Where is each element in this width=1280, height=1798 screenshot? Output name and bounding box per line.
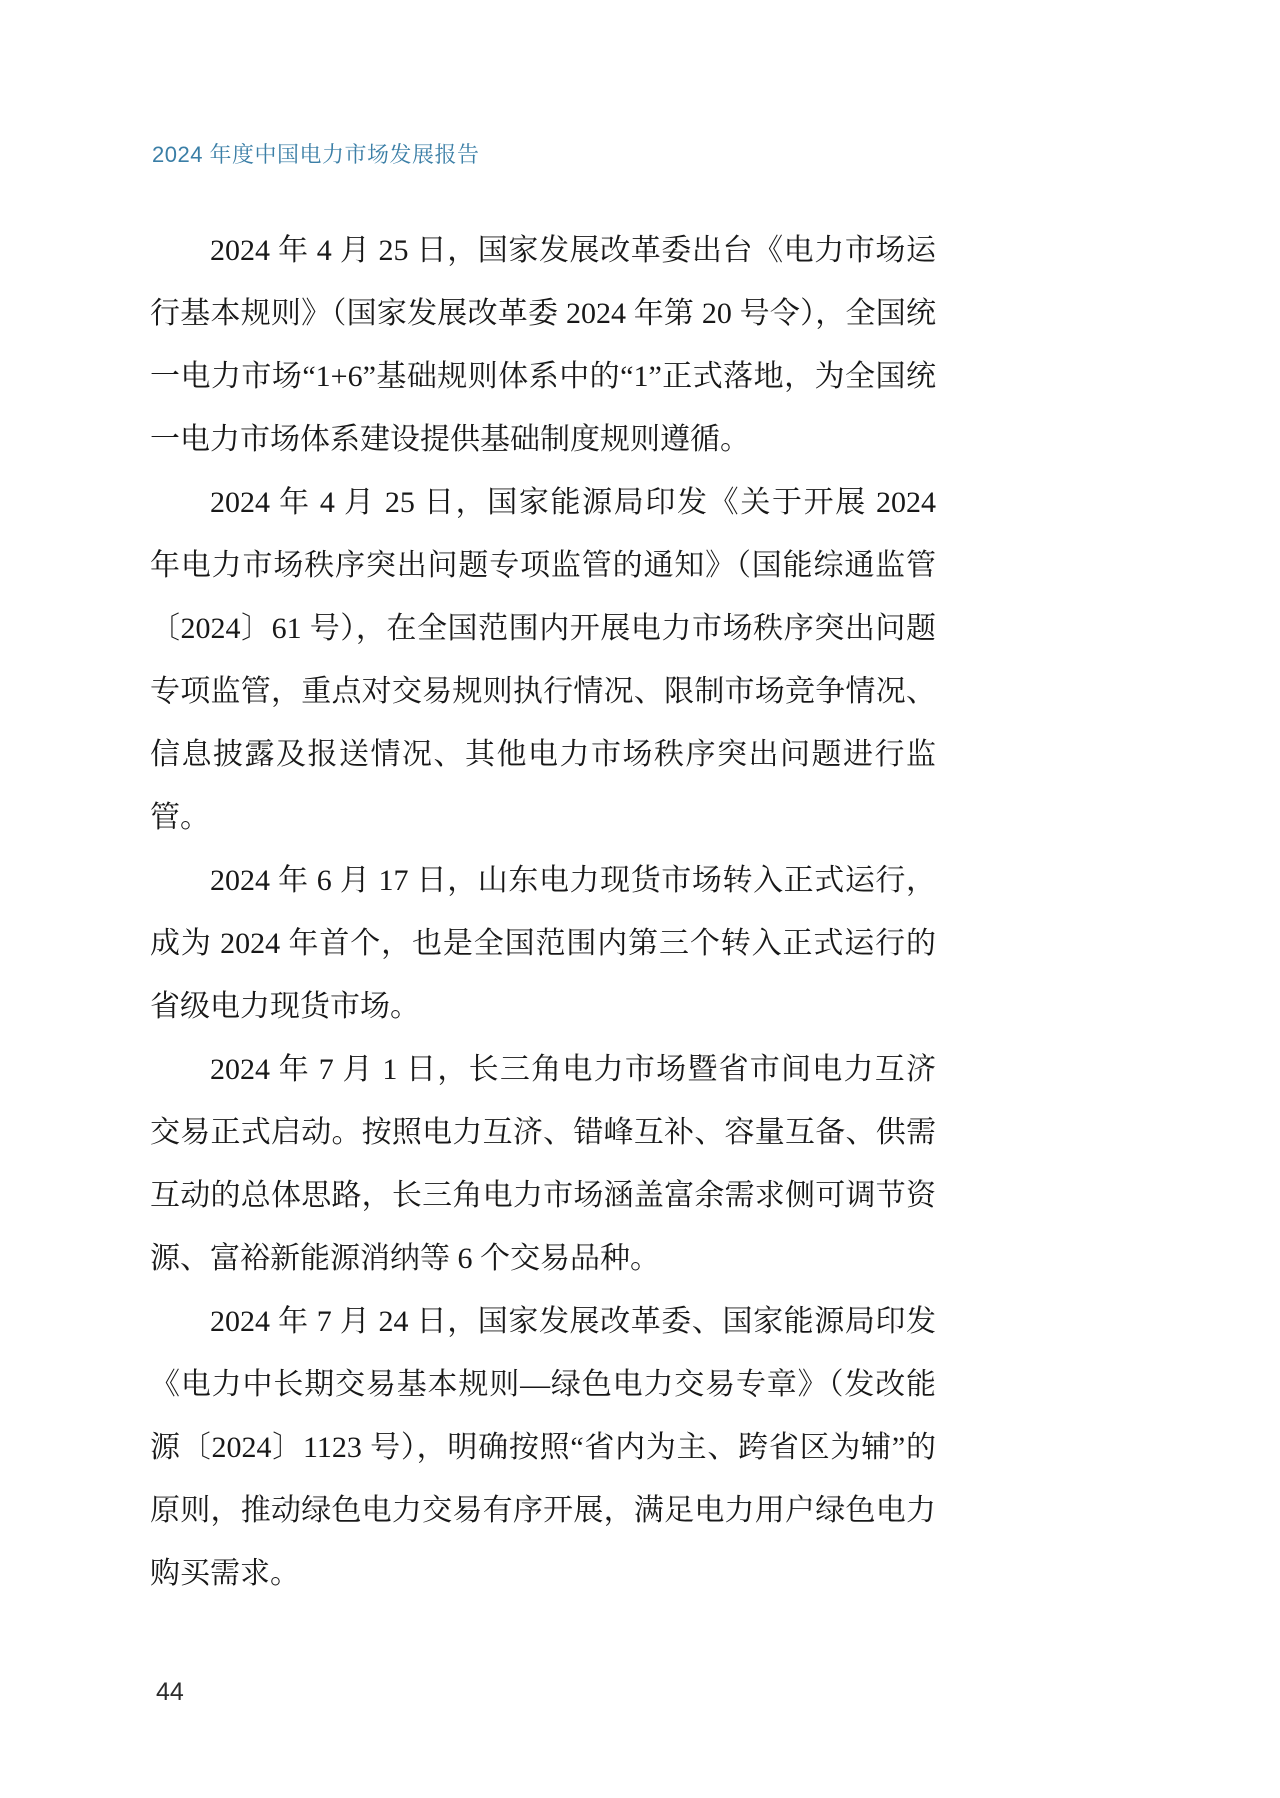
body-paragraph: 2024 年 6 月 17 日，山东电力现货市场转入正式运行，成为 2024 年首个，也是全国范围内第三个转入正式运行的省级电力现货市场。 <box>150 864 936 1023</box>
body-paragraph: 2024 年 4 月 25 日，国家发展改革委出台《电力市场运行基本规则》（国家发展改革委 2024 年第 20 号令），全国统一电力市场“1+6”基础规则体系中的“1”正式落地，为全国统一电力市场体系建设提供基础制度规则遵循。 <box>150 234 936 456</box>
page-number: 44 <box>156 1678 184 1706</box>
document-body <box>150 219 936 1605</box>
body-paragraph: 2024 年 4 月 25 日，国家能源局印发《关于开展 2024 年电力市场秩序突出问题专项监管的通知》（国能综通监管〔2024〕61 号），在全国范围内开展电力市场秩序突出问题专项监管，重点对交易规则执行情况、限制市场竞争情况、信息披露及报送情况、其他电力市场秩序突出问题进行监管。 <box>150 486 936 834</box>
report-title-header: 2024 年度中国电力市场发展报告 <box>152 142 480 167</box>
body-paragraph: 2024 年 7 月 24 日，国家发展改革委、国家能源局印发《电力中长期交易基本规则—绿色电力交易专章》（发改能源〔2024〕1123 号），明确按照“省内为主、跨省区为辅”的原则，推动绿色电力交易有序开展，满足电力用户绿色电力购买需求。 <box>150 1305 936 1590</box>
body-paragraph: 2024 年 7 月 1 日，长三角电力市场暨省市间电力互济交易正式启动。按照电力互济、错峰互补、容量互备、供需互动的总体思路，长三角电力市场涵盖富余需求侧可调节资源、富裕新能源消纳等 6 个交易品种。 <box>150 1053 936 1275</box>
